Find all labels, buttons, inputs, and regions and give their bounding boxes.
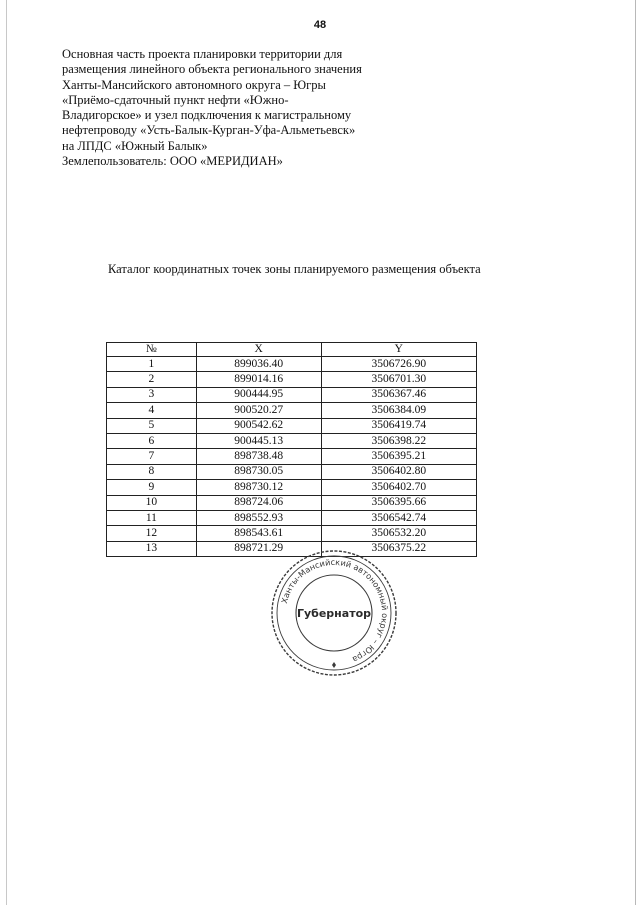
point-y: 3506532.20 [321, 526, 476, 541]
table-row [107, 480, 477, 495]
point-number: 2 [107, 372, 197, 387]
column-header-y: Y [321, 343, 476, 357]
table-row [107, 526, 477, 541]
point-y: 3506375.22 [321, 541, 476, 556]
point-x: 898730.12 [196, 480, 321, 495]
catalog-title: Каталог координатных точек зоны планируемого размещения объекта [108, 262, 481, 276]
table-row [107, 403, 477, 418]
point-number: 13 [107, 541, 197, 556]
header-line: нефтепроводу «Усть-Балык-Курган-Уфа-Альметьевск» [62, 123, 356, 138]
point-number: 3 [107, 387, 197, 402]
point-x: 899036.40 [196, 357, 321, 372]
table-row [107, 418, 477, 433]
seal-star-icon [332, 662, 336, 668]
point-x: 900444.95 [196, 387, 321, 402]
table-row [107, 495, 477, 510]
point-x: 898552.93 [196, 510, 321, 525]
header-line: Владигорское» и узел подключения к магистральному [62, 108, 352, 123]
seal-center-text: Губернатор [296, 607, 372, 620]
point-number: 8 [107, 464, 197, 479]
point-y: 3506402.70 [321, 480, 476, 495]
point-number: 12 [107, 526, 197, 541]
point-y: 3506398.22 [321, 433, 476, 448]
point-number: 4 [107, 403, 197, 418]
point-y: 3506367.46 [321, 387, 476, 402]
point-x: 900445.13 [196, 433, 321, 448]
table-row [107, 449, 477, 464]
point-x: 898724.06 [196, 495, 321, 510]
table-header-row [107, 343, 477, 357]
point-number: 10 [107, 495, 197, 510]
point-y: 3506384.09 [321, 403, 476, 418]
point-number: 11 [107, 510, 197, 525]
point-number: 5 [107, 418, 197, 433]
governor-seal-stamp [265, 547, 403, 679]
point-number: 1 [107, 357, 197, 372]
table-row [107, 357, 477, 372]
column-header-x: X [196, 343, 321, 357]
point-x: 898738.48 [196, 449, 321, 464]
point-number: 9 [107, 480, 197, 495]
point-y: 3506402.80 [321, 464, 476, 479]
land-user-line: Землепользователь: ООО «МЕРИДИАН» [62, 154, 283, 169]
point-y: 3506395.21 [321, 449, 476, 464]
point-y: 3506542.74 [321, 510, 476, 525]
column-header-number: № [107, 343, 197, 357]
document-header [62, 47, 392, 169]
point-number: 7 [107, 449, 197, 464]
point-x: 898543.61 [196, 526, 321, 541]
point-x: 899014.16 [196, 372, 321, 387]
point-y: 3506419.74 [321, 418, 476, 433]
table-row [107, 464, 477, 479]
coordinates-table [106, 342, 477, 557]
point-x: 898721.29 [196, 541, 321, 556]
page-edge-right [635, 0, 636, 905]
table-row [107, 433, 477, 448]
table-row [107, 387, 477, 402]
header-line: «Приёмо-сдаточный пункт нефти «Южно- [62, 92, 289, 107]
page-number: 48 [313, 19, 327, 31]
point-y: 3506726.90 [321, 357, 476, 372]
point-x: 900542.62 [196, 418, 321, 433]
header-line: Ханты-Мансийского автономного округа – Югры [62, 77, 326, 92]
point-x: 898730.05 [196, 464, 321, 479]
seal-ring-text: Ханты-Мансийский автономный округ – Югра [279, 556, 391, 665]
page-edge-left [6, 0, 7, 905]
header-line: на ЛПДС «Южный Балык» [62, 138, 208, 153]
point-x: 900520.27 [196, 403, 321, 418]
header-line: размещения линейного объекта регионального значения [62, 62, 362, 77]
point-number: 6 [107, 433, 197, 448]
point-y: 3506701.30 [321, 372, 476, 387]
point-y: 3506395.66 [321, 495, 476, 510]
header-line: Основная часть проекта планировки территории для [62, 47, 343, 61]
table-row [107, 510, 477, 525]
table-row [107, 372, 477, 387]
